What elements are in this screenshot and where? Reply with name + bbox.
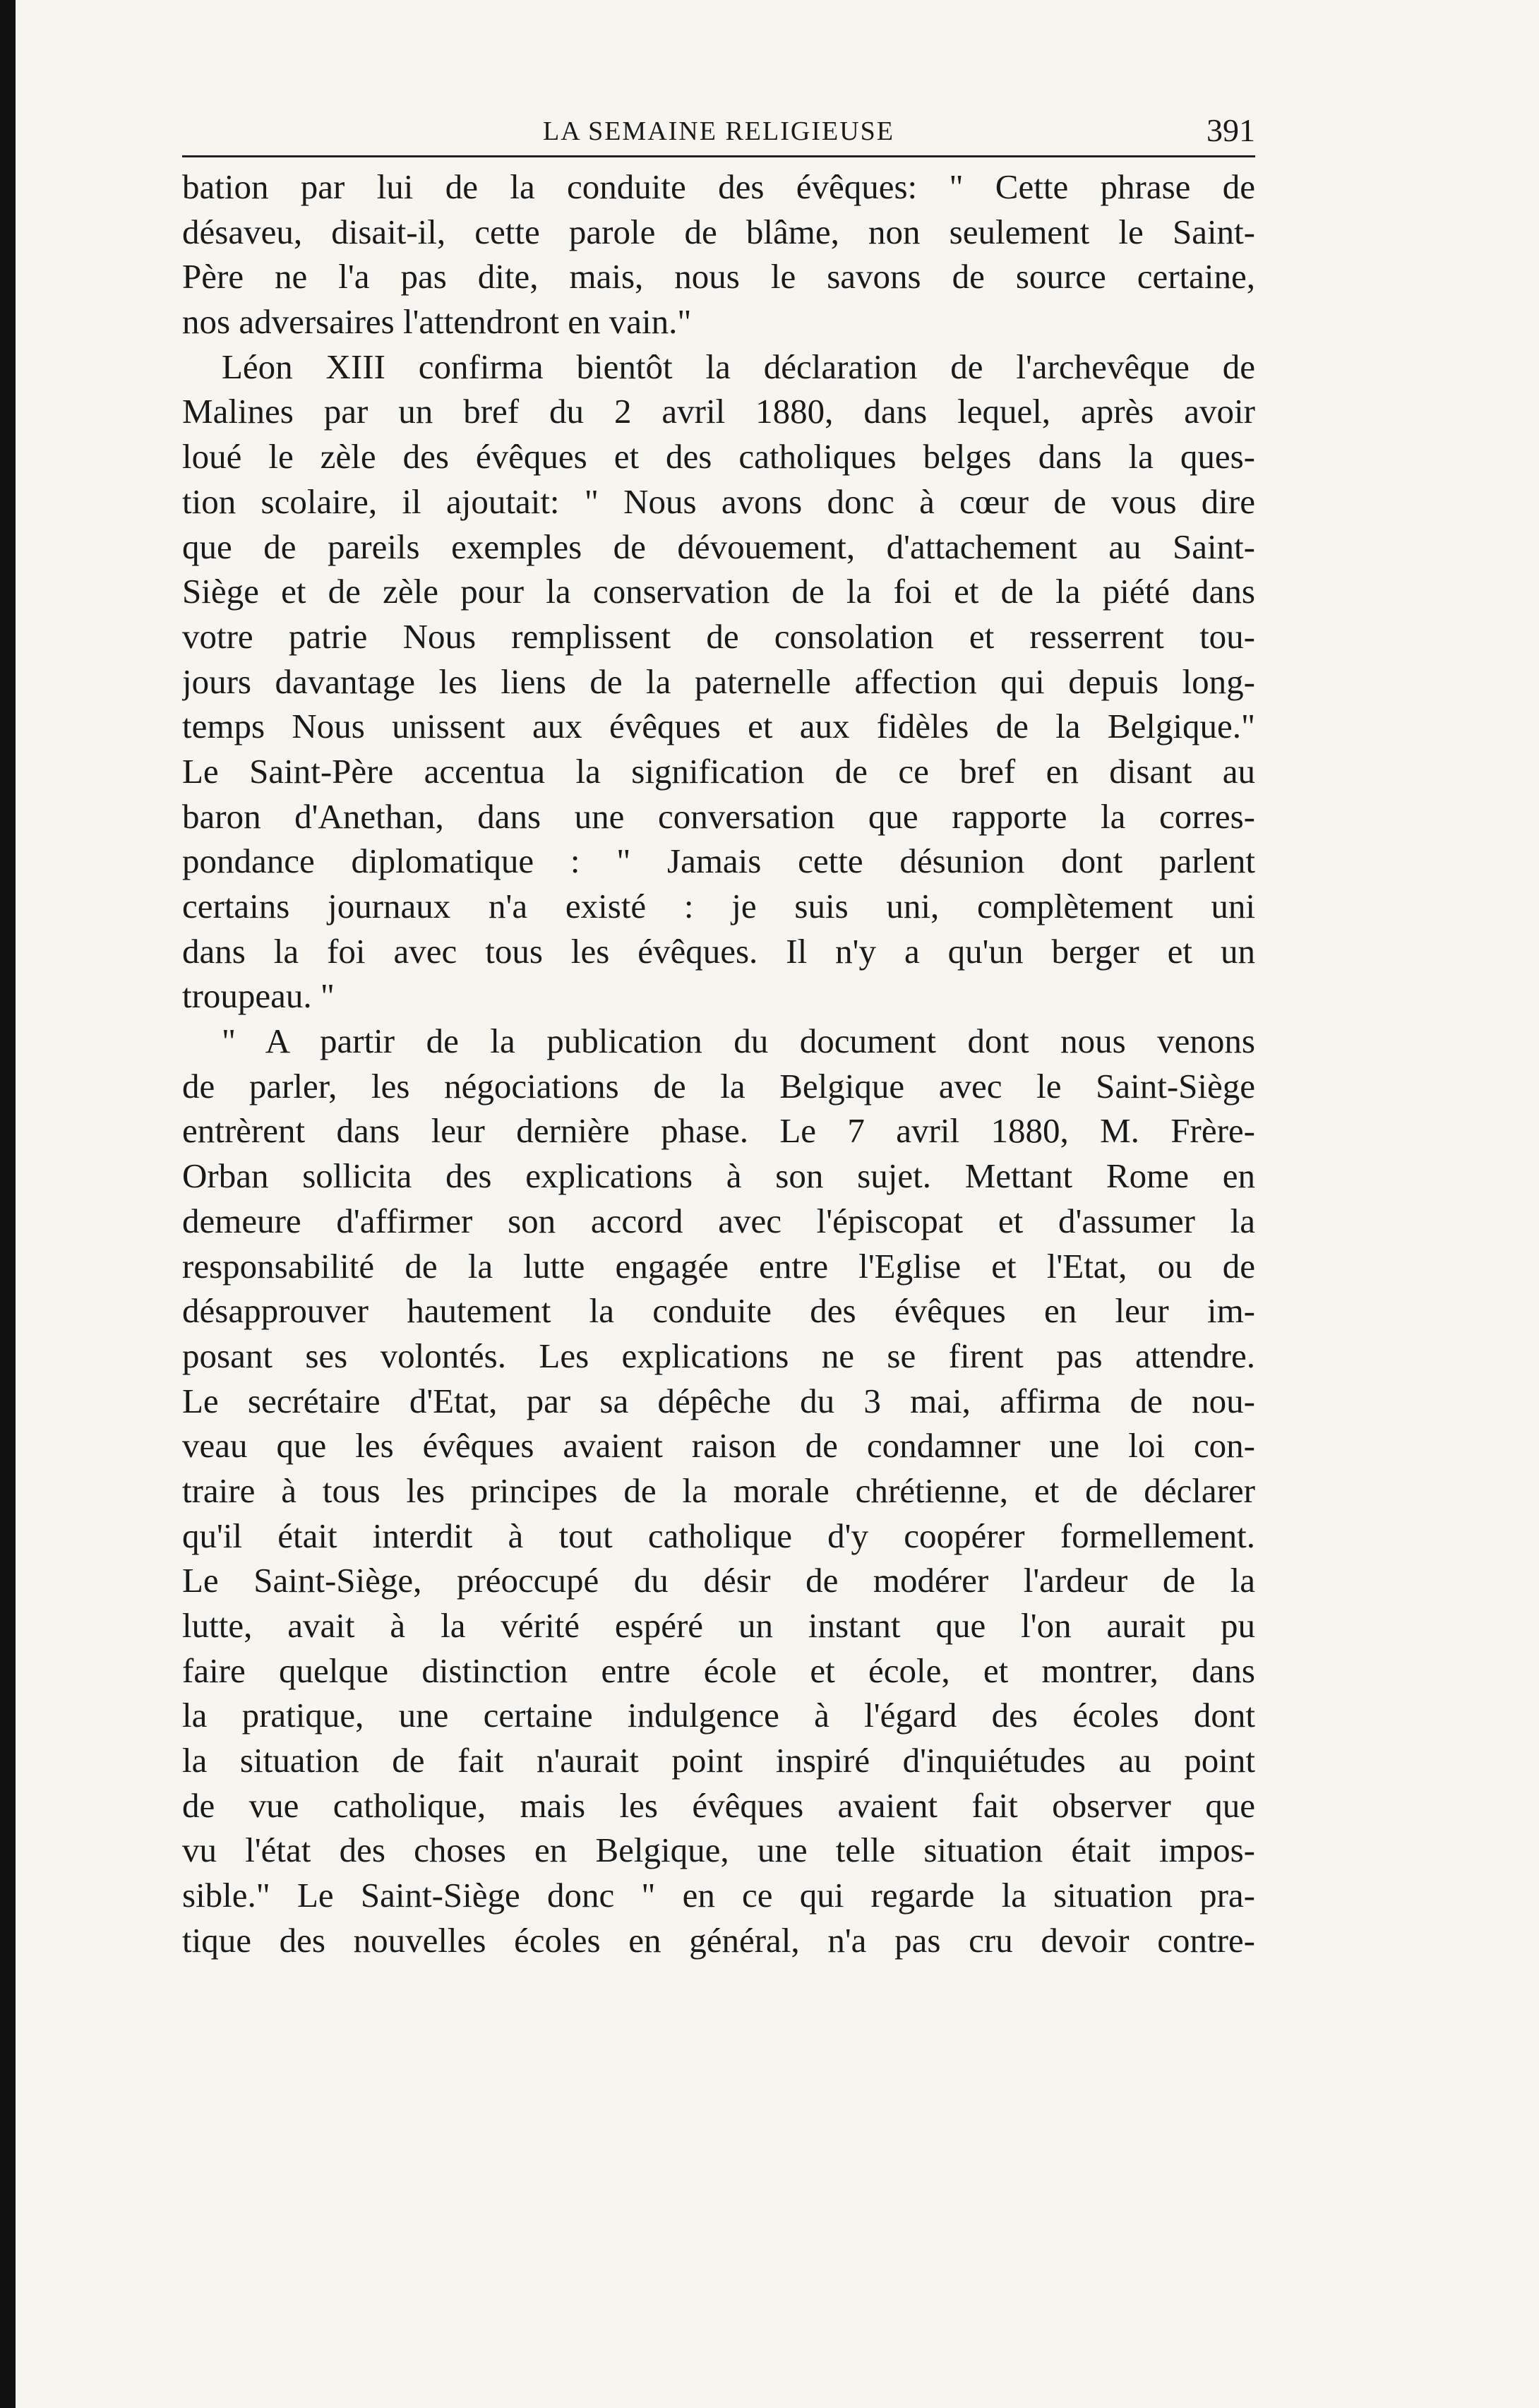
- page-number: 391: [1206, 112, 1255, 148]
- text-line: lutte, avait à la vérité espéré un instant que l'on aurait pu: [182, 1606, 1255, 1645]
- text-line: baron d'Anethan, dans une conversation que rapporte la corres-: [182, 796, 1255, 836]
- text-line: veau que les évêques avaient raison de condamner une loi con-: [182, 1426, 1255, 1466]
- text-line: Orban sollicita des explications à son sujet. Mettant Rome en: [182, 1156, 1255, 1196]
- text-line: désaveu, disait-il, cette parole de blâme, non seulement le Saint-: [182, 212, 1255, 251]
- text-line: votre patrie Nous remplissent de consolation et resserrent tou-: [182, 616, 1255, 656]
- text-line: de parler, les négociations de la Belgique avec le Saint-Siège: [182, 1066, 1255, 1106]
- text-line: certains journaux n'a existé : je suis uni, complètement uni: [182, 887, 1255, 926]
- text-line: pondance diplomatique : " Jamais cette désunion dont parlent: [182, 841, 1255, 881]
- text-line: loué le zèle des évêques et des catholiques belges dans la ques-: [182, 437, 1255, 477]
- text-line: désapprouver hautement la conduite des évêques en leur im-: [182, 1291, 1255, 1331]
- binding-edge: [0, 0, 16, 2408]
- text-line: traire à tous les principes de la morale chrétienne, et de déclarer: [182, 1470, 1255, 1510]
- text-line: la situation de fait n'aurait point inspiré d'inquiétudes au point: [182, 1741, 1255, 1780]
- text-line: dans la foi avec tous les évêques. Il n'y a qu'un berger et un: [182, 931, 1255, 971]
- text-line: temps Nous unissent aux évêques et aux fidèles de la Belgique.": [182, 707, 1255, 746]
- text-body: [182, 164, 1255, 1963]
- text-line: demeure d'affirmer son accord avec l'épiscopat et d'assumer la: [182, 1201, 1255, 1240]
- text-line: que de pareils exemples de dévouement, d'attachement au Saint-: [182, 527, 1255, 566]
- text-line: tique des nouvelles écoles en général, n'a pas cru devoir contre-: [182, 1920, 1255, 1960]
- text-line: Le Saint-Père accentua la signification de ce bref en disant au: [182, 751, 1255, 791]
- text-line: Le Saint-Siège, préoccupé du désir de modérer l'ardeur de la: [182, 1561, 1255, 1600]
- text-line: de vue catholique, mais les évêques avaient fait observer que: [182, 1785, 1255, 1825]
- text-line: Père ne l'a pas dite, mais, nous le savons de source certaine,: [182, 257, 1255, 296]
- text-line: Léon XIII confirma bientôt la déclaration de l'archevêque de: [222, 347, 1255, 386]
- text-line: la pratique, une certaine indulgence à l'égard des écoles dont: [182, 1696, 1255, 1735]
- text-line: qu'il était interdit à tout catholique d'y coopérer formellement.: [182, 1516, 1255, 1555]
- text-line: vu l'état des choses en Belgique, une telle situation était impos-: [182, 1831, 1255, 1870]
- text-line: jours davantage les liens de la paternelle affection qui depuis long-: [182, 661, 1255, 701]
- text-line: Malines par un bref du 2 avril 1880, dans lequel, après avoir: [182, 392, 1255, 431]
- text-line: responsabilité de la lutte engagée entre l'Eglise et l'Etat, ou de: [182, 1246, 1255, 1286]
- text-line: " A partir de la publication du document dont nous venons: [222, 1022, 1255, 1061]
- text-line: Siège et de zèle pour la conservation de la foi et de la piété dans: [182, 572, 1255, 611]
- running-title: LA SEMAINE RELIGIEUSE: [543, 116, 894, 146]
- text-line: troupeau. ": [182, 976, 335, 1016]
- text-line: faire quelque distinction entre école et école, et montrer, dans: [182, 1651, 1255, 1690]
- text-line: bation par lui de la conduite des évêques: " Cette phrase de: [182, 167, 1255, 206]
- text-line: Le secrétaire d'Etat, par sa dépêche du 3 mai, affirma de nou-: [182, 1381, 1255, 1420]
- book-page: [182, 106, 1255, 1963]
- text-line: posant ses volontés. Les explications ne se firent pas attendre.: [182, 1336, 1255, 1375]
- text-line: sible." Le Saint-Siège donc " en ce qui regarde la situation pra-: [182, 1876, 1255, 1915]
- running-head: [182, 106, 1255, 157]
- text-line: entrèrent dans leur dernière phase. Le 7 avril 1880, M. Frère-: [182, 1111, 1255, 1151]
- text-line: nos adversaires l'attendront en vain.": [182, 302, 692, 342]
- text-line: tion scolaire, il ajoutait: " Nous avons donc à cœur de vous dire: [182, 481, 1255, 521]
